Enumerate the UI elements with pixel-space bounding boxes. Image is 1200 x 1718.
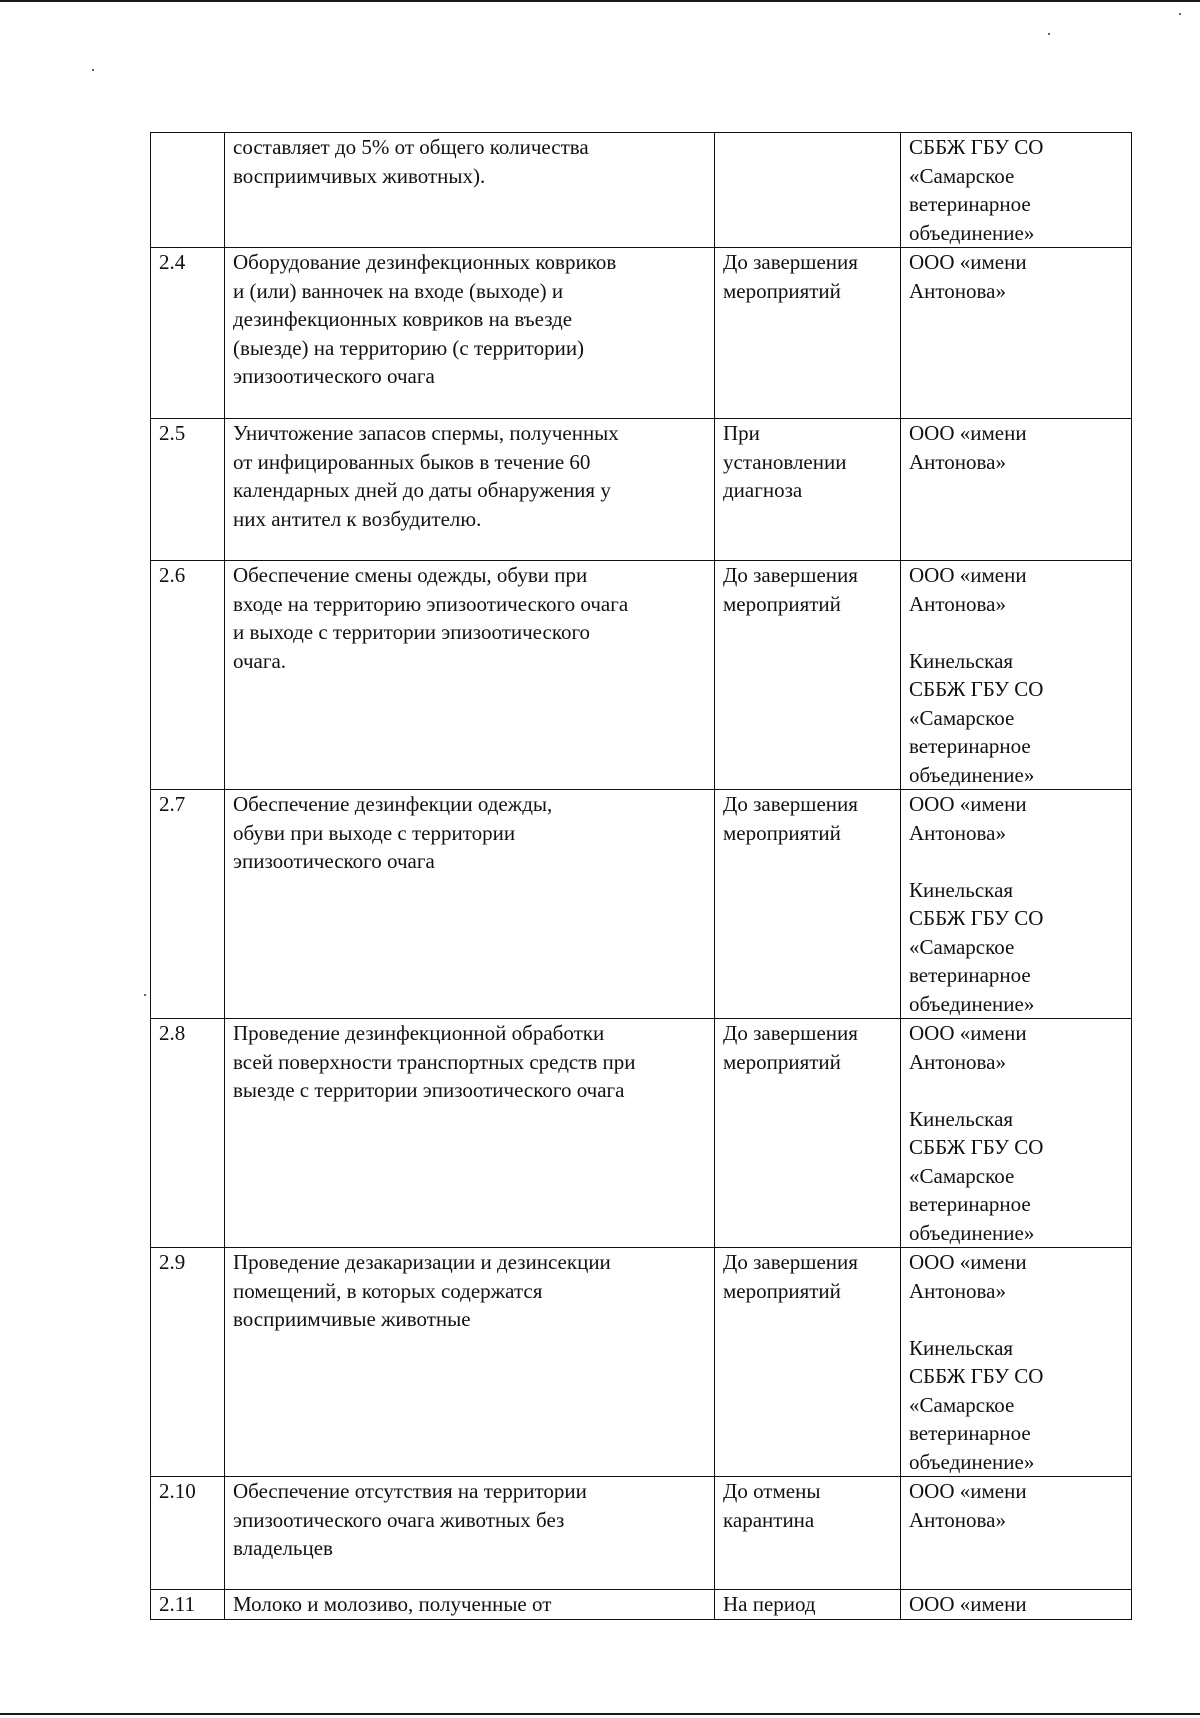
row-number: 2.11 (151, 1590, 225, 1620)
row-action: Обеспечение отсутствия на территории эпизоотического очага животных без владельцев (225, 1477, 715, 1590)
table-row (151, 419, 1132, 561)
row-deadline: До завершения мероприятий (715, 561, 901, 790)
row-responsible: СББЖ ГБУ СО «Самарское ветеринарное объединение» (901, 133, 1132, 248)
row-responsible: ООО «имени Антонова» Кинельская СББЖ ГБУ СО «Самарское ветеринарное объединение» (901, 561, 1132, 790)
row-number: 2.8 (151, 1019, 225, 1248)
row-action: Проведение дезинфекционной обработки всей поверхности транспортных средств при выезде с территории эпизоотического очага (225, 1019, 715, 1248)
scan-speck (92, 69, 94, 71)
row-responsible: ООО «имени (901, 1590, 1132, 1620)
row-number: 2.5 (151, 419, 225, 561)
row-action: Обеспечение дезинфекции одежды, обуви при выходе с территории эпизоотического очага (225, 790, 715, 1019)
table-row (151, 1019, 1132, 1248)
row-number: 2.9 (151, 1248, 225, 1477)
row-responsible: ООО «имени Антонова» (901, 419, 1132, 561)
row-deadline: До завершения мероприятий (715, 790, 901, 1019)
scan-speck (1179, 13, 1181, 15)
table-row (151, 1248, 1132, 1477)
row-responsible: ООО «имени Антонова» Кинельская СББЖ ГБУ СО «Самарское ветеринарное объединение» (901, 1019, 1132, 1248)
row-deadline: До завершения мероприятий (715, 1248, 901, 1477)
measures-table (150, 132, 1132, 1620)
table-row (151, 248, 1132, 419)
row-deadline: До отмены карантина (715, 1477, 901, 1590)
table-row (151, 133, 1132, 248)
row-responsible: ООО «имени Антонова» Кинельская СББЖ ГБУ СО «Самарское ветеринарное объединение» (901, 1248, 1132, 1477)
row-number: 2.10 (151, 1477, 225, 1590)
row-responsible: ООО «имени Антонова» (901, 1477, 1132, 1590)
row-number: 2.6 (151, 561, 225, 790)
row-deadline: При установлении диагноза (715, 419, 901, 561)
table-row (151, 1590, 1132, 1620)
scan-speck (144, 994, 146, 996)
row-deadline: На период (715, 1590, 901, 1620)
scan-speck (1048, 33, 1050, 35)
scan-edge-bottom (0, 1713, 1200, 1715)
row-action: Уничтожение запасов спермы, полученных от инфицированных быков в течение 60 календарных дней до даты обнаружения у них антител к возбудителю. (225, 419, 715, 561)
row-responsible: ООО «имени Антонова» (901, 248, 1132, 419)
row-action: Оборудование дезинфекционных ковриков и (или) ванночек на входе (выходе) и дезинфекционных ковриков на въезде (выезде) на территорию (с территории) эпизоотического очага (225, 248, 715, 419)
scan-edge-top (0, 0, 1200, 2)
row-action: Обеспечение смены одежды, обуви при входе на территорию эпизоотического очага и выходе с территории эпизоотического очага. (225, 561, 715, 790)
row-number (151, 133, 225, 248)
row-number: 2.7 (151, 790, 225, 1019)
row-deadline: До завершения мероприятий (715, 248, 901, 419)
table-row (151, 561, 1132, 790)
row-deadline (715, 133, 901, 248)
row-responsible: ООО «имени Антонова» Кинельская СББЖ ГБУ СО «Самарское ветеринарное объединение» (901, 790, 1132, 1019)
table-row (151, 790, 1132, 1019)
row-action: Проведение дезакаризации и дезинсекции помещений, в которых содержатся восприимчивые животные (225, 1248, 715, 1477)
row-deadline: До завершения мероприятий (715, 1019, 901, 1248)
row-action: составляет до 5% от общего количества восприимчивых животных). (225, 133, 715, 248)
row-action: Молоко и молозиво, полученные от (225, 1590, 715, 1620)
table-row (151, 1477, 1132, 1590)
row-number: 2.4 (151, 248, 225, 419)
